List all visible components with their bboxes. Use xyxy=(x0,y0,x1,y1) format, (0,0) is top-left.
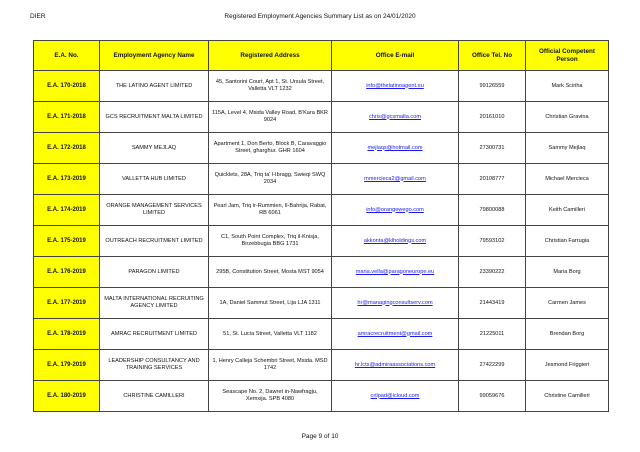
email-link[interactable]: mejlaqs@hotmail.com xyxy=(367,144,423,151)
address-cell: C1, South Point Complex, Triq il-Knisja, Birzebbugia BBG 1731 xyxy=(209,226,332,257)
ea-number-cell: E.A. 178-2019 xyxy=(34,319,100,350)
agency-name-cell: AMRAC RECRUITMENT LIMITED xyxy=(100,319,209,350)
address-cell: 1, Henry Calleja Schembri Street, Msida. MSD 1742 xyxy=(209,350,332,381)
email-cell xyxy=(332,319,459,350)
table-row xyxy=(34,102,609,133)
address-cell: 295B, Constitution Street, Mosta MST 9054 xyxy=(209,257,332,288)
tel-cell: 27300731 xyxy=(459,133,526,164)
competent-person-cell: Maria Borg xyxy=(526,257,609,288)
ea-number-cell: E.A. 177-2019 xyxy=(34,288,100,319)
column-header-email: Office E-mail xyxy=(332,41,459,71)
agency-name-cell: CHRISTINE CAMILLERI xyxy=(100,381,209,412)
competent-person-cell: Christine Camilleri xyxy=(526,381,609,412)
ea-number-cell: E.A. 175-2019 xyxy=(34,226,100,257)
email-cell xyxy=(332,381,459,412)
agency-name-cell: VALLETTA HUB LIMITED xyxy=(100,164,209,195)
email-link[interactable]: amracrecruitment@gmail.com xyxy=(357,330,433,337)
email-cell xyxy=(332,133,459,164)
email-cell xyxy=(332,226,459,257)
agency-name-cell: SAMMY MEJLAQ xyxy=(100,133,209,164)
document-title: Registered Employment Agencies Summary List as on 24/01/2020 xyxy=(224,13,416,20)
email-link[interactable]: mmercieca2@gmail.com xyxy=(364,175,426,182)
table-row xyxy=(34,226,609,257)
ea-number-cell: E.A. 172-2018 xyxy=(34,133,100,164)
competent-person-cell: Carmen James xyxy=(526,288,609,319)
column-header-tel: Office Tel. No xyxy=(459,41,526,71)
tel-cell: 79593102 xyxy=(459,226,526,257)
tel-cell: 20108777 xyxy=(459,164,526,195)
tel-cell: 79800088 xyxy=(459,195,526,226)
email-link[interactable]: hr.lcts@admiraassociations.com xyxy=(354,361,436,368)
table-row xyxy=(34,133,609,164)
agencies-table xyxy=(33,40,609,412)
address-cell: 45, Santorini Court, Apt 1, St. Ursula Street, Valletta VLT 1232 xyxy=(209,71,332,102)
ea-number-cell: E.A. 174-2019 xyxy=(34,195,100,226)
agency-name-cell: OUTREACH RECRUITMENT LIMITED xyxy=(100,226,209,257)
page-number: Page 9 of 10 xyxy=(301,433,339,440)
ea-number-cell: E.A. 173-2019 xyxy=(34,164,100,195)
column-header-agency-name: Employment Agency Name xyxy=(100,41,209,71)
email-cell xyxy=(332,288,459,319)
email-cell xyxy=(332,195,459,226)
tel-cell: 27422299 xyxy=(459,350,526,381)
table-row xyxy=(34,71,609,102)
address-cell: 51, St. Lucia Street, Valletta VLT 1182 xyxy=(209,319,332,350)
table-row xyxy=(34,381,609,412)
competent-person-cell: Christian Farrugia xyxy=(526,226,609,257)
table-row xyxy=(34,164,609,195)
email-cell xyxy=(332,71,459,102)
table-row xyxy=(34,350,609,381)
agency-name-cell: GCS RECRUITMENT MALTA LIMITED xyxy=(100,102,209,133)
column-header-address: Registered Address xyxy=(209,41,332,71)
ea-number-cell: E.A. 171-2018 xyxy=(34,102,100,133)
address-cell: Apartment 1, Don Berto, Block B, Caravaggio Street, għargħur. GHR 1604 xyxy=(209,133,332,164)
agency-name-cell: MALTA INTERNATIONAL RECRUITING AGENCY LIMITED xyxy=(100,288,209,319)
email-link[interactable]: maria.vella@paragoneurope.eu xyxy=(355,268,435,275)
ea-number-cell: E.A. 170-2018 xyxy=(34,71,100,102)
competent-person-cell: Brendan Borg xyxy=(526,319,609,350)
tel-cell: 99126559 xyxy=(459,71,526,102)
email-cell xyxy=(332,102,459,133)
table-row xyxy=(34,257,609,288)
tel-cell: 20161010 xyxy=(459,102,526,133)
competent-person-cell: Christian Gravina xyxy=(526,102,609,133)
table-header-row xyxy=(34,41,609,71)
ea-number-cell: E.A. 180-2019 xyxy=(34,381,100,412)
email-link[interactable]: hr@managingconsultserv.com xyxy=(357,299,433,306)
ea-number-cell: E.A. 179-2019 xyxy=(34,350,100,381)
ea-number-cell: E.A. 176-2019 xyxy=(34,257,100,288)
address-cell: Seascape No. 2, Dawret in-Nawfragju, Xemxija. SPB 4080 xyxy=(209,381,332,412)
email-link[interactable]: info@orangewego.com xyxy=(366,206,424,213)
email-link[interactable]: chris@gcsmalta.com xyxy=(369,113,421,120)
tel-cell: 21443419 xyxy=(459,288,526,319)
email-cell xyxy=(332,164,459,195)
table-row xyxy=(34,195,609,226)
competent-person-cell: Mark Sciriha xyxy=(526,71,609,102)
table-row xyxy=(34,319,609,350)
email-link[interactable]: info@thelatinoagent.eu xyxy=(366,82,424,89)
column-header-ea-no: E.A. No. xyxy=(34,41,100,71)
document-header-left: DIER xyxy=(30,13,46,20)
competent-person-cell: Keith Camilleri xyxy=(526,195,609,226)
column-header-competent-person: Official Competent Person xyxy=(526,41,609,71)
email-link[interactable]: akkonta@klholdings.com xyxy=(363,237,427,244)
address-cell: Pearl Jam, Triq ir-Rummien, Il-Bahrija, Rabat, RB 6061 xyxy=(209,195,332,226)
email-link[interactable]: crilpad@icloud.com xyxy=(370,392,420,399)
competent-person-cell: Sammy Mejlaq xyxy=(526,133,609,164)
agency-name-cell: PARAGON LIMITED xyxy=(100,257,209,288)
tel-cell: 99059676 xyxy=(459,381,526,412)
address-cell: 1A, Daniel Sammut Street, Lija LJA 1311 xyxy=(209,288,332,319)
address-cell: Quicklets, 28A, Triq ta' l-Ibragg, Swieqi SWQ 2034 xyxy=(209,164,332,195)
tel-cell: 23390222 xyxy=(459,257,526,288)
tel-cell: 21225011 xyxy=(459,319,526,350)
agency-name-cell: LEADERSHIP CONSULTANCY AND TRAINING SERVICES xyxy=(100,350,209,381)
address-cell: 115A, Level 4, Msida Valley Road, B'Kara BKR 9024 xyxy=(209,102,332,133)
table-row xyxy=(34,288,609,319)
agency-name-cell: ORANGE MANAGEMENT SERVICES LIMITED xyxy=(100,195,209,226)
competent-person-cell: Jesmond Friggieri xyxy=(526,350,609,381)
agency-name-cell: THE LATINO AGENT LIMITED xyxy=(100,71,209,102)
competent-person-cell: Michael Mercieca xyxy=(526,164,609,195)
email-cell xyxy=(332,257,459,288)
email-cell xyxy=(332,350,459,381)
